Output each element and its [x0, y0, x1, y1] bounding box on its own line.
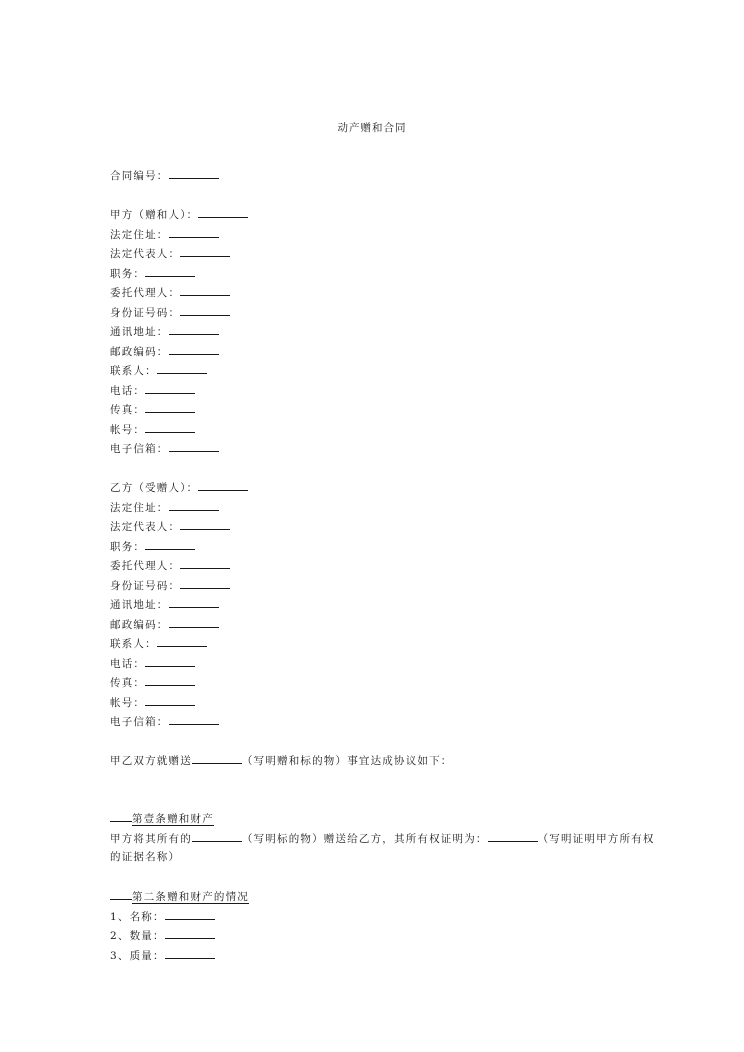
party-b-field	[110, 695, 195, 710]
party-a-field-blank[interactable]	[145, 422, 195, 433]
gift-object-blank[interactable]	[192, 831, 242, 842]
article-1-heading-text: 第壹条赠和财产	[132, 813, 214, 825]
party-a-field-blank[interactable]	[169, 227, 219, 238]
party-a-field-label: 帐号：	[110, 423, 146, 436]
party-a-field	[110, 285, 230, 300]
article-2-item-label: 3、质量：	[110, 949, 165, 962]
article-2-item-blank[interactable]	[165, 928, 215, 939]
party-b-field-label: 法定住址：	[110, 501, 169, 514]
party-b-field-blank[interactable]	[169, 597, 219, 608]
party-a-field	[110, 324, 219, 339]
party-a-field-label: 委托代理人：	[110, 287, 181, 299]
party-a-field	[110, 227, 219, 242]
party-b-field-blank[interactable]	[145, 539, 195, 550]
contract-number-blank[interactable]	[169, 168, 219, 179]
party-a-field-blank[interactable]	[145, 383, 195, 394]
party-a-field-label: 联系人：	[110, 365, 157, 377]
agreement-intro	[110, 753, 453, 768]
article-1-text-b: （写明标的物）赠送给乙方，其所有权证明为：	[241, 832, 488, 845]
party-b-field-blank[interactable]	[180, 558, 230, 569]
party-b-field-blank[interactable]	[157, 636, 207, 647]
party-b-field-blank[interactable]	[145, 695, 195, 706]
party-a-field	[110, 422, 195, 437]
intro-text-after: （写明赠和标的物）事宜达成协议如下：	[241, 755, 453, 767]
article-1-text-a: 甲方将其所有的	[110, 832, 192, 845]
party-b-field	[110, 636, 207, 651]
party-a-field	[110, 344, 219, 359]
party-a-field-blank[interactable]	[180, 285, 230, 296]
party-b-field-blank[interactable]	[145, 656, 195, 667]
article-2-item	[110, 948, 215, 963]
gift-item-blank[interactable]	[192, 753, 242, 764]
party-b-blank[interactable]	[198, 480, 248, 491]
party-a-field-label: 职务：	[110, 267, 146, 280]
party-a-field	[110, 402, 195, 417]
article-1-heading	[110, 811, 214, 826]
party-a-blank[interactable]	[198, 207, 248, 218]
party-b-field	[110, 597, 219, 612]
party-b-field-blank[interactable]	[145, 675, 195, 686]
party-a-header-label: 甲方（赠和人）：	[110, 209, 199, 221]
party-a-field	[110, 441, 219, 456]
party-a-field-blank[interactable]	[145, 402, 195, 413]
party-a-field-label: 通讯地址：	[110, 326, 169, 338]
party-b-field	[110, 714, 219, 729]
party-a-field-label: 法定代表人：	[110, 248, 181, 260]
article-2-item-blank[interactable]	[165, 948, 215, 959]
party-a-field-label: 传真：	[110, 404, 146, 416]
party-a-field	[110, 383, 195, 398]
article-2-item	[110, 928, 215, 943]
party-a-field-blank[interactable]	[169, 441, 219, 452]
party-a-field	[110, 305, 230, 320]
article-2-heading-text: 第二条赠和财产的情况	[132, 891, 249, 903]
party-b-field-label: 法定代表人：	[110, 521, 181, 533]
party-a-field-blank[interactable]	[169, 344, 219, 355]
party-a-field-label: 身份证号码：	[110, 306, 181, 319]
party-b-field-label: 电子信箱：	[110, 716, 169, 728]
party-b-field-label: 联系人：	[110, 638, 157, 650]
party-b-field-label: 通讯地址：	[110, 599, 169, 611]
heading-underline	[110, 889, 132, 900]
party-a-field-blank[interactable]	[180, 246, 230, 257]
party-a-field-label: 电话：	[110, 384, 146, 397]
party-b-field	[110, 578, 230, 593]
article-2-item-label: 2、数量：	[110, 930, 165, 942]
article-1-text-c: （写明证明甲方所有权	[537, 832, 655, 845]
party-b-field-label: 电话：	[110, 657, 146, 670]
ownership-proof-blank[interactable]	[488, 831, 538, 842]
party-b-field	[110, 675, 195, 690]
party-b-field-label: 职务：	[110, 540, 146, 553]
article-1-text-line2: 的证据名称）	[110, 851, 181, 863]
party-b-field	[110, 656, 195, 671]
party-b-field-blank[interactable]	[180, 519, 230, 530]
article-2-item	[110, 909, 215, 924]
contract-number-line	[110, 168, 219, 183]
party-a-field-blank[interactable]	[145, 266, 195, 277]
article-2-item-label: 1、名称：	[110, 910, 165, 923]
party-b-field-blank[interactable]	[169, 714, 219, 725]
party-b-field	[110, 519, 230, 534]
party-b-field	[110, 558, 230, 573]
party-a-field-blank[interactable]	[180, 305, 230, 316]
party-b-field-blank[interactable]	[169, 617, 219, 628]
party-a-field-blank[interactable]	[157, 363, 207, 374]
article-1-body-line1	[110, 831, 655, 846]
party-a-field-blank[interactable]	[169, 324, 219, 335]
party-b-field-label: 传真：	[110, 677, 146, 689]
party-b-field	[110, 539, 195, 554]
party-b-field-label: 委托代理人：	[110, 560, 181, 572]
heading-underline	[110, 811, 132, 822]
article-2-item-blank[interactable]	[165, 909, 215, 920]
party-b-header-label: 乙方（受赠人）：	[110, 482, 199, 494]
party-a-field	[110, 266, 195, 281]
document-title: 动产赠和合同	[337, 122, 407, 134]
party-b-field-label: 身份证号码：	[110, 579, 181, 592]
party-b-header	[110, 480, 248, 495]
article-2-heading	[110, 889, 249, 904]
party-b-field	[110, 617, 219, 632]
party-b-field-blank[interactable]	[169, 500, 219, 511]
party-a-field-label: 电子信箱：	[110, 443, 169, 455]
party-b-field-label: 帐号：	[110, 696, 146, 709]
party-b-field-blank[interactable]	[180, 578, 230, 589]
party-a-field	[110, 246, 230, 261]
party-a-field	[110, 363, 207, 378]
party-a-field-label: 邮政编码：	[110, 345, 169, 358]
party-a-field-label: 法定住址：	[110, 228, 169, 241]
intro-text-before: 甲乙双方就赠送	[110, 755, 192, 767]
party-b-field-label: 邮政编码：	[110, 618, 169, 631]
contract-number-label: 合同编号：	[110, 170, 169, 182]
party-b-field	[110, 500, 219, 515]
article-1-body-line2	[110, 850, 180, 864]
party-a-header	[110, 207, 248, 222]
